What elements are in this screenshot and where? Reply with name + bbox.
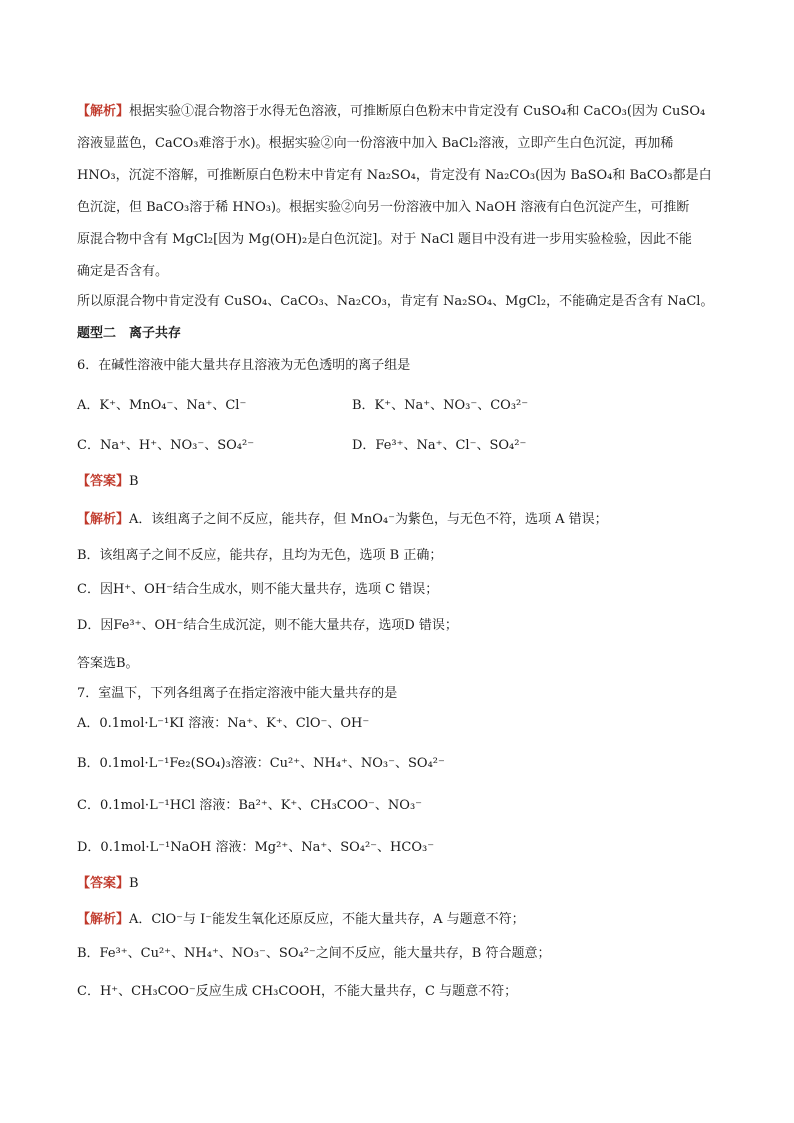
- paragraph-line: 【解析】根据实验①混合物溶于水得无色溶液，可推断原白色粉末中肯定没有 CuSO₄和 CaCO₃(因为 CuSO₄: [77, 104, 706, 119]
- option-d: D．0.1mol·L⁻¹NaOH 溶液：Mg²⁺、Na⁺、SO₄²⁻、HCO₃⁻: [77, 840, 435, 855]
- explanation-line: 答案选B。: [77, 656, 139, 671]
- paragraph-line: 溶液显蓝色，CaCO₃难溶于水)。根据实验②向一份溶液中加入 BaCl₂溶液，立即产生白色沉淀，再加稀: [77, 136, 674, 151]
- explanation-line: D．因Fe³⁺、OH⁻结合生成沉淀，则不能大量共存，选项D 错误；: [77, 618, 458, 633]
- answer-line: 【答案】B: [77, 474, 139, 489]
- label-tag: 【解析】: [77, 104, 130, 119]
- paragraph-line: 原混合物中含有 MgCl₂[因为 Mg(OH)₂是白色沉淀]。对于 NaCl 题目中没有进一步用实验检验，因此不能: [77, 232, 692, 247]
- paragraph-line: 确定是否含有。: [77, 264, 169, 279]
- answer-line: 【答案】B: [77, 876, 139, 891]
- label-tag: 【答案】: [77, 474, 130, 489]
- label-tag: 【答案】: [77, 876, 130, 891]
- explanation-line: C．H⁺、CH₃COO⁻反应生成 CH₃COOH，不能大量共存，C 与题意不符；: [77, 984, 518, 999]
- option-d: D．Fe³⁺、Na⁺、Cl⁻、SO₄²⁻: [352, 438, 527, 453]
- explanation-line: 【解析】A．ClO⁻与 I⁻能发生氧化还原反应，不能大量共存，A 与题意不符；: [77, 912, 525, 927]
- option-c: C．Na⁺、H⁺、NO₃⁻、SO₄²⁻: [77, 438, 255, 453]
- explanation-line: B．该组离子之间不反应，能共存，且均为无色，选项 B 正确；: [77, 548, 443, 563]
- label-tag: 【解析】: [77, 512, 130, 527]
- option-c: C．0.1mol·L⁻¹HCl 溶液：Ba²⁺、K⁺、CH₃COO⁻、NO₃⁻: [77, 798, 423, 813]
- explanation-line: 【解析】A．该组离子之间不反应，能共存，但 MnO₄⁻为紫色，与无色不符，选项 A 错误；: [77, 512, 608, 527]
- option-b: B．K⁺、Na⁺、NO₃⁻、CO₃²⁻: [352, 398, 529, 413]
- option-a: A．K⁺、MnO₄⁻、Na⁺、Cl⁻: [77, 398, 247, 413]
- option-b: B．0.1mol·L⁻¹Fe₂(SO₄)₃溶液：Cu²⁺、NH₄⁺、NO₃⁻、SO₄²⁻: [77, 756, 445, 771]
- label-tag: 【解析】: [77, 912, 130, 927]
- explanation-line: B．Fe³⁺、Cu²⁺、NH₄⁺、NO₃⁻、SO₄²⁻之间不反应，能大量共存，B 符合题意；: [77, 946, 551, 961]
- question-stem: 7．室温下，下列各组离子在指定溶液中能大量共存的是: [77, 686, 398, 701]
- paragraph-line: HNO₃，沉淀不溶解，可推断原白色粉末中肯定有 Na₂SO₄，肯定没有 Na₂CO₃(因为 BaSO₄和 BaCO₃都是白: [77, 168, 712, 183]
- paragraph-line: 色沉淀，但 BaCO₃溶于稀 HNO₃)。根据实验②向另一份溶液中加入 NaOH 溶液有白色沉淀产生，可推断: [77, 200, 690, 215]
- option-a: A．0.1mol·L⁻¹KI 溶液：Na⁺、K⁺、ClO⁻、OH⁻: [77, 716, 370, 731]
- section-heading: 题型二 离子共存: [77, 326, 182, 341]
- question-stem: 6．在碱性溶液中能大量共存且溶液为无色透明的离子组是: [77, 358, 411, 373]
- paragraph-line: 所以原混合物中肯定没有 CuSO₄、CaCO₃、Na₂CO₃，肯定有 Na₂SO₄、MgCl₂，不能确定是否含有 NaCl。: [77, 294, 714, 309]
- explanation-line: C．因H⁺、OH⁻结合生成水，则不能大量共存，选项 C 错误；: [77, 582, 439, 597]
